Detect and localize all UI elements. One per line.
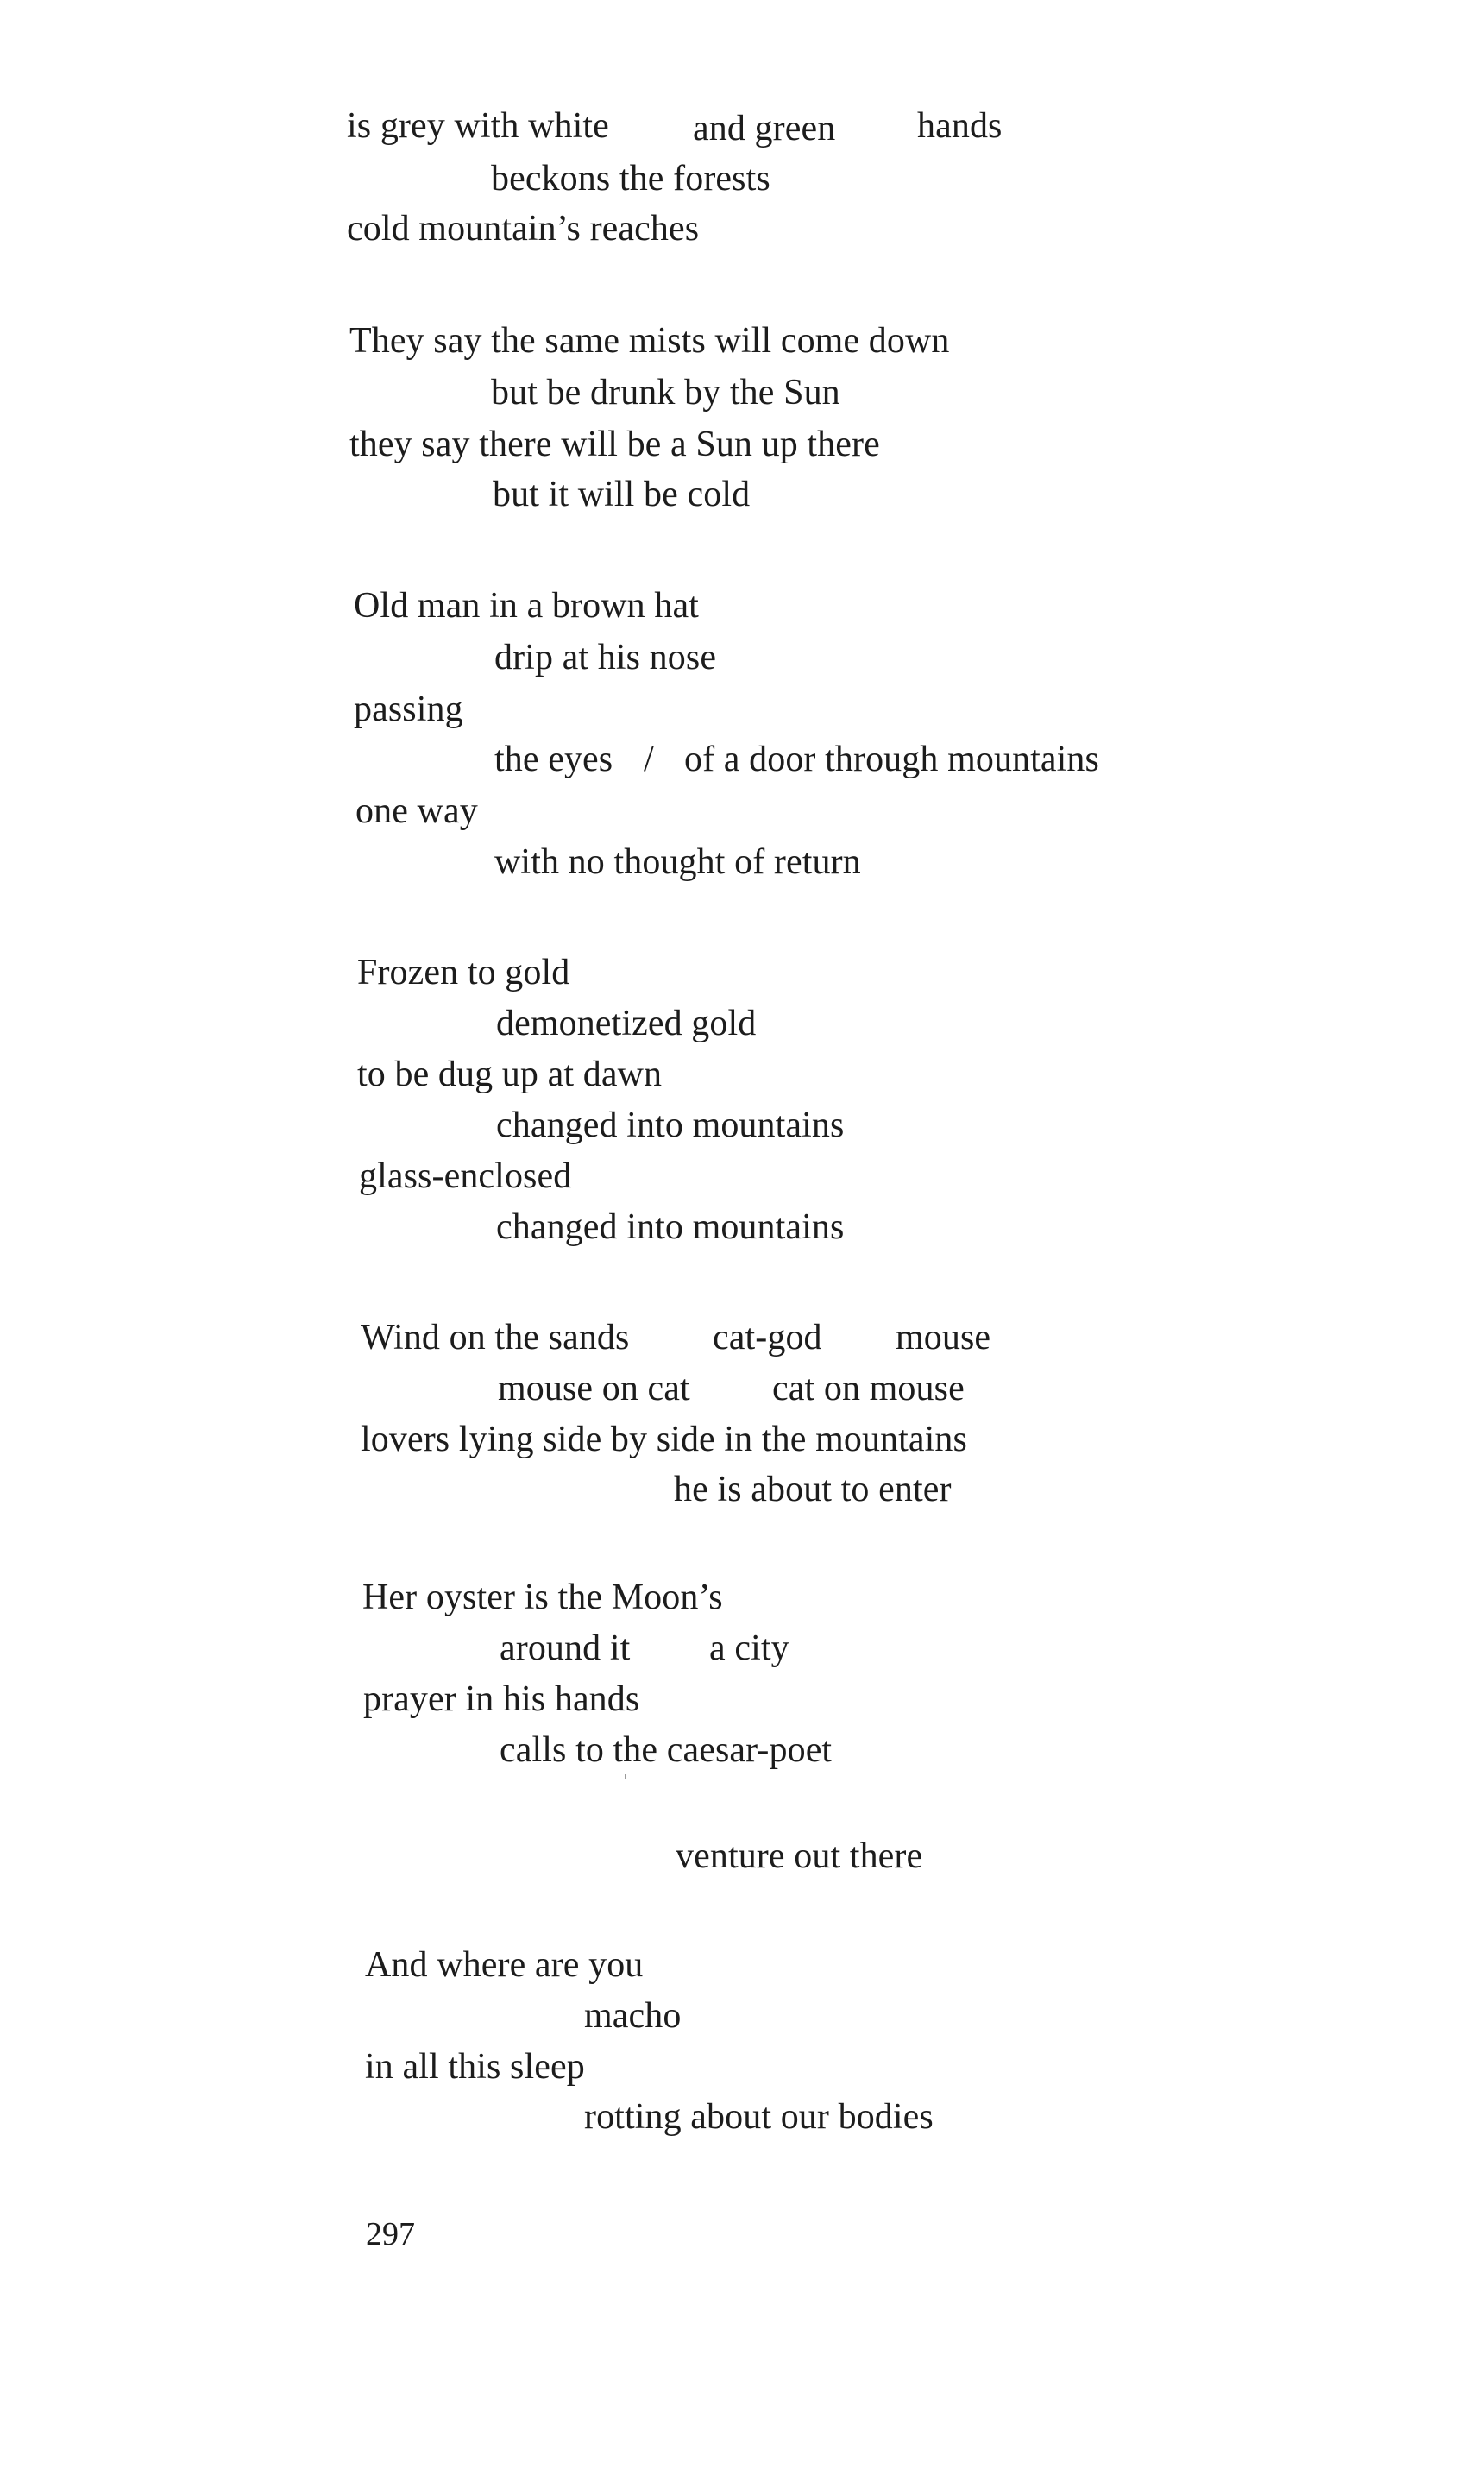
poem-line: passing bbox=[354, 690, 463, 729]
poem-line: Old man in a brown hat bbox=[354, 586, 699, 626]
poem-line: mouse on cat bbox=[498, 1369, 690, 1408]
poem-line: a city bbox=[709, 1628, 789, 1668]
poem-line: venture out there bbox=[676, 1836, 923, 1876]
poem-line: beckons the forests bbox=[491, 159, 770, 198]
poem-line: calls to the caesar-poet bbox=[500, 1730, 833, 1770]
poem-line: he is about to enter bbox=[674, 1470, 952, 1509]
poem-line: with no thought of return bbox=[494, 842, 861, 882]
poem-line: cat on mouse bbox=[772, 1369, 965, 1408]
poem-line: of a door through mountains bbox=[684, 740, 1099, 779]
poem-line: and green bbox=[693, 109, 836, 148]
poem-line: rotting about our bodies bbox=[584, 2097, 934, 2137]
page-number: 297 bbox=[366, 2216, 415, 2252]
poem-line: cold mountain’s reaches bbox=[347, 209, 700, 249]
poem-line: Her oyster is the Moon’s bbox=[362, 1578, 723, 1617]
poem-line: prayer in his hands bbox=[363, 1679, 640, 1719]
poem-line: is grey with white bbox=[347, 106, 609, 146]
poem-line: And where are you bbox=[365, 1945, 644, 1985]
poem-line: to be dug up at dawn bbox=[357, 1055, 663, 1094]
poem-line: the eyes bbox=[494, 740, 613, 779]
poem-line: glass-enclosed bbox=[359, 1156, 572, 1196]
poem-line: changed into mountains bbox=[496, 1105, 845, 1145]
poem-line: hands bbox=[917, 106, 1003, 146]
poem-line: demonetized gold bbox=[496, 1004, 757, 1043]
poem-line: mouse bbox=[896, 1318, 991, 1357]
poem-line: macho bbox=[584, 1996, 682, 2036]
poem-line: lovers lying side by side in the mountains bbox=[361, 1420, 967, 1459]
poem-line: Frozen to gold bbox=[357, 953, 570, 992]
poem-line: drip at his nose bbox=[494, 638, 717, 677]
poem-line: Wind on the sands bbox=[361, 1318, 630, 1357]
poem-line: / bbox=[644, 740, 654, 779]
poem-line: They say the same mists will come down bbox=[349, 321, 950, 361]
poem-line: but it will be cold bbox=[493, 475, 751, 514]
poem-line: one way bbox=[355, 791, 478, 831]
poem-line: cat-god bbox=[713, 1318, 822, 1357]
poem-line: they say there will be a Sun up there bbox=[349, 425, 880, 464]
print-speck bbox=[625, 1774, 626, 1779]
poem-line: changed into mountains bbox=[496, 1207, 845, 1247]
poem-line: around it bbox=[500, 1628, 631, 1668]
poem-line: but be drunk by the Sun bbox=[491, 373, 840, 413]
poem-line: in all this sleep bbox=[365, 2047, 585, 2087]
